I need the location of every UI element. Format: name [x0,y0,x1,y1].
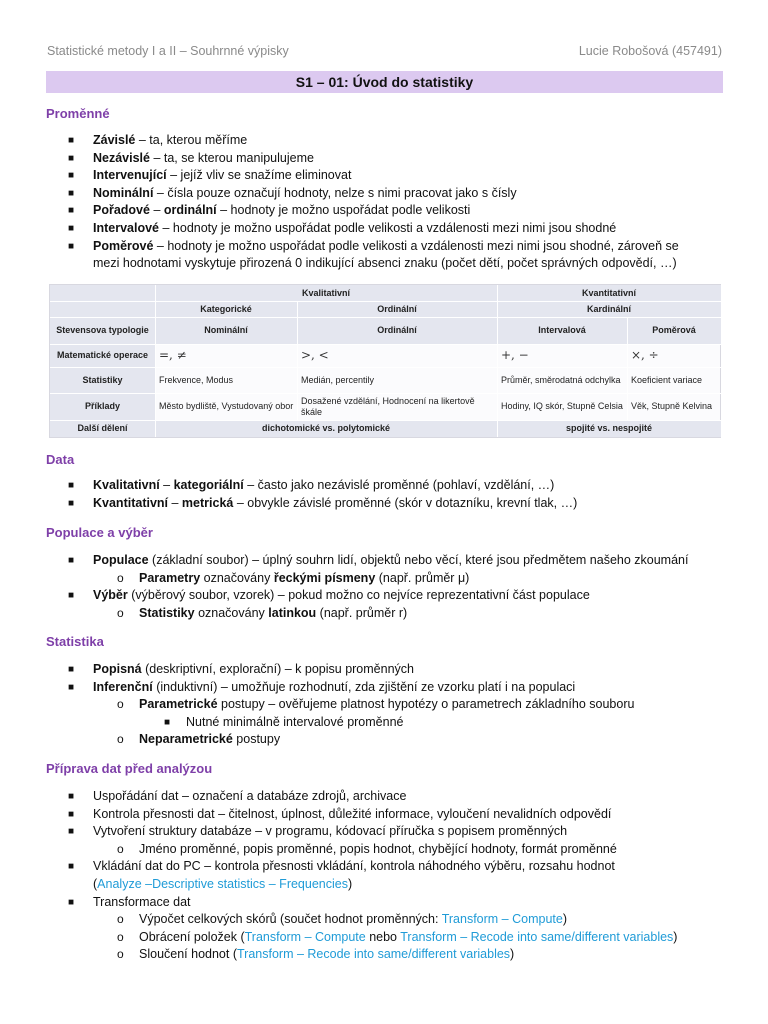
list-item: ■ Kvantitativní – metrická – obvykle závislé proměnné (skór v dotazníku, krevní tlak, …) [0,495,768,513]
spss-menu-path: Analyze –Descriptive statistics – Frequencies [97,876,348,891]
table-header-kvalitativni: Kvalitativní [155,285,497,301]
list-item-continuation: mezi hodnotami vyskytuje přirozená 0 indikující absenci znaku (počet dětí, počet správných odpovědí, …) [93,256,677,271]
header-left: Statistické metody I a II – Souhrnné výpisky [47,44,289,58]
table-rowhead-deleni: Další dělení [50,420,155,437]
circle-marker: o [117,605,124,620]
spss-menu-path: Transform – Compute [244,929,366,944]
bullet-marker: ■ [68,590,75,602]
bullet-marker: ■ [68,664,75,675]
bullet-marker: ■ [68,497,75,509]
spss-menu-path: Transform – Compute [441,912,563,927]
table-cell-priklady-nominalni: Město bydliště, Vystudovaný obor [159,401,294,412]
circle-marker: o [117,732,124,747]
table-cell-priklady-ordinalni: Dosažené vzdělání, Hodnocení na likertově škále [301,396,475,417]
table-cell-priklady-pomerova: Věk, Stupně Kelvina [631,401,713,412]
circle-marker: o [117,929,124,944]
table-gridline [50,301,721,302]
list-item: o Parametry označovány řeckými písmeny (např. průměr μ) [0,570,768,588]
list-item: ■ Intervalové – hodnoty je možno uspořádat podle velikosti a vzdálenosti mezi nimi jsou shodné [0,220,768,238]
bullet-marker: ■ [68,152,75,164]
list-item: ■ Nutné minimálně intervalové proměnné [0,714,768,732]
table-corner-second [50,301,155,317]
list-item: ■ Kontrola přesnosti dat – čitelnost, úplnost, důležité informace, vyloučení nevalidních odpovědí [0,806,768,824]
list-item: ■ Kvalitativní – kategoriální – často jako nezávislé proměnné (pohlaví, vzdělání, …) [0,477,768,495]
spss-menu-path: Transform – Recode into same/different variables [237,947,511,962]
header-right: Lucie Robošová (457491) [578,44,722,58]
table-header-kvantitativni: Kvantitativní [497,285,721,301]
table-cell-stevens-nominalni: Nominální [155,317,297,344]
table-header-kategoricke: Kategorické [155,301,297,317]
table-header-ordinalni: Ordinální [297,301,497,317]
list-item: ■ Vkládání dat do PC – kontrola přesnosti vkládání, kontrola náhodného výběru, rozsahu hodnot [0,858,768,876]
circle-marker: o [117,841,124,856]
section-heading-data: Data [46,452,75,467]
table-rowhead-operace: Matematické operace [50,344,155,367]
list-populace [0,552,768,622]
bullet-marker: ■ [68,187,75,199]
list-item: o Statistiky označovány latinkou (např. průměr r) [0,605,768,623]
bullet-marker: ■ [68,681,75,693]
table-rowhead-stevens: Stevensova typologie [50,317,155,344]
table-cell-operace-ordinalni: >, < [301,348,329,363]
bullet-marker: ■ [68,861,75,873]
table-cell-statistiky-nominalni: Frekvence, Modus [159,374,234,385]
list-statistika [0,661,768,749]
list-item: ■ Nezávislé – ta, se kterou manipulujeme [0,150,768,168]
list-item: o Jméno proměnné, popis proměnné, popis hodnot, chybějící hodnoty, formát proměnné [0,841,768,859]
spss-menu-path: Transform – Recode into same/different variables [400,929,674,944]
table-gridline [627,317,628,420]
table-gridline [297,301,298,420]
list-item: ■ Nominální – čísla pouze označují hodnoty, nelze s nimi pracovat jako s čísly [0,185,768,203]
table-cell-stevens-intervalova: Intervalová [497,317,627,344]
measurement-levels-table [49,284,721,438]
list-item: o Parametrické postupy – ověřujeme platnost hypotézy o parametrech základního souboru [0,696,768,714]
circle-marker: o [117,947,124,962]
list-priprava [0,788,768,964]
table-gridline [50,393,721,394]
table-gridline [50,344,721,345]
table-rowhead-priklady: Příklady [50,393,155,420]
bullet-marker: ■ [68,135,75,146]
table-header-kardinalni: Kardinální [497,301,721,317]
list-item: ■ Pořadové – ordinální – hodnoty je možno uspořádat podle velikosti [0,202,768,220]
bullet-marker: ■ [68,222,75,234]
list-item: o Sloučení hodnot (Transform – Recode into same/different variables) [0,946,768,964]
list-item: ■ Uspořádání dat – označení a databáze zdrojů, archivace [0,788,768,806]
table-gridline [497,285,498,437]
section-heading-priprava: Příprava dat před analýzou [46,761,213,776]
bullet-marker: ■ [68,826,75,838]
list-item: ■ Intervenující – jejíž vliv se snažíme eliminovat [0,167,768,185]
bullet-marker: ■ [68,555,75,566]
list-item: o Neparametrické postupy [0,731,768,749]
list-item: ■ Výběr (výběrový soubor, vzorek) – pokud možno co nejvíce reprezentativní část populace [0,587,768,605]
circle-marker: o [117,912,124,927]
bullet-marker: ■ [68,896,75,908]
table-gridline [50,367,721,368]
circle-marker: o [117,697,124,712]
table-gridline [50,317,721,318]
bullet-marker: ■ [68,205,75,217]
page-title: S1 – 01: Úvod do statistiky [46,71,723,93]
list-item: ■ Poměrové – hodnoty je možno uspořádat podle velikosti a vzdálenosti mezi nimi jsou shodné, zároveň se [0,238,768,256]
circle-marker: o [117,570,124,585]
table-cell-operace-pomerova: ×, ÷ [631,348,659,363]
table-cell-deleni-kvalitativni: dichotomické vs. polytomické [155,420,497,437]
list-item: ■ Populace (základní soubor) – úplný souhrn lidí, objektů nebo věcí, které jsou předmětem našeho zkoumání [0,552,768,570]
table-cell-stevens-pomerova: Poměrová [627,317,721,344]
bullet-marker: ■ [68,170,75,182]
table-cell-statistiky-pomerova: Koeficient variace [631,374,703,385]
list-item: ■ Vytvoření struktury databáze – v programu, kódovací příručka s popisem proměnných [0,823,768,841]
list-item: ■ Popisná (deskriptivní, explorační) – k popisu proměnných [0,661,768,679]
bullet-marker: ■ [68,791,75,802]
bullet-marker: ■ [68,240,75,252]
list-item: o Obrácení položek (Transform – Compute nebo Transform – Recode into same/different variables) [0,929,768,947]
table-cell-statistiky-intervalova: Průměr, směrodatná odchylka [501,374,621,385]
table-cell-priklady-intervalova: Hodiny, IQ skór, Stupně Celsia [501,401,623,412]
bullet-marker: ■ [164,716,171,728]
table-rowhead-statistiky: Statistiky [50,367,155,393]
table-cell-stevens-ordinalni: Ordinální [297,317,497,344]
bullet-marker: ■ [68,808,75,820]
section-heading-statistika: Statistika [46,634,104,649]
list-promenne [0,132,768,273]
list-item: ■ Transformace dat [0,894,768,912]
table-gridline [50,420,721,421]
list-item: ■ Závislé – ta, kterou měříme [0,132,768,150]
section-heading-populace: Populace a výběr [46,525,153,540]
list-item-continuation: (Analyze –Descriptive statistics – Frequencies) [93,876,353,891]
table-cell-operace-nominalni: =, ≠ [159,348,187,363]
table-cell-deleni-kvantitativni: spojité vs. nespojité [497,420,721,437]
bullet-marker: ■ [68,480,75,491]
section-heading-promenne: Proměnné [46,106,110,121]
list-item: ■ Inferenční (induktivní) – umožňuje rozhodnutí, zda zjištění ze vzorku platí i na populaci [0,679,768,697]
list-item: o Výpočet celkových skórů (součet hodnot proměnných: Transform – Compute) [0,911,768,929]
table-gridline [155,285,156,437]
table-cell-operace-intervalova: +, − [501,348,529,363]
list-data [0,477,768,512]
table-corner-top [50,285,155,301]
table-cell-statistiky-ordinalni: Medián, percentily [301,374,375,385]
